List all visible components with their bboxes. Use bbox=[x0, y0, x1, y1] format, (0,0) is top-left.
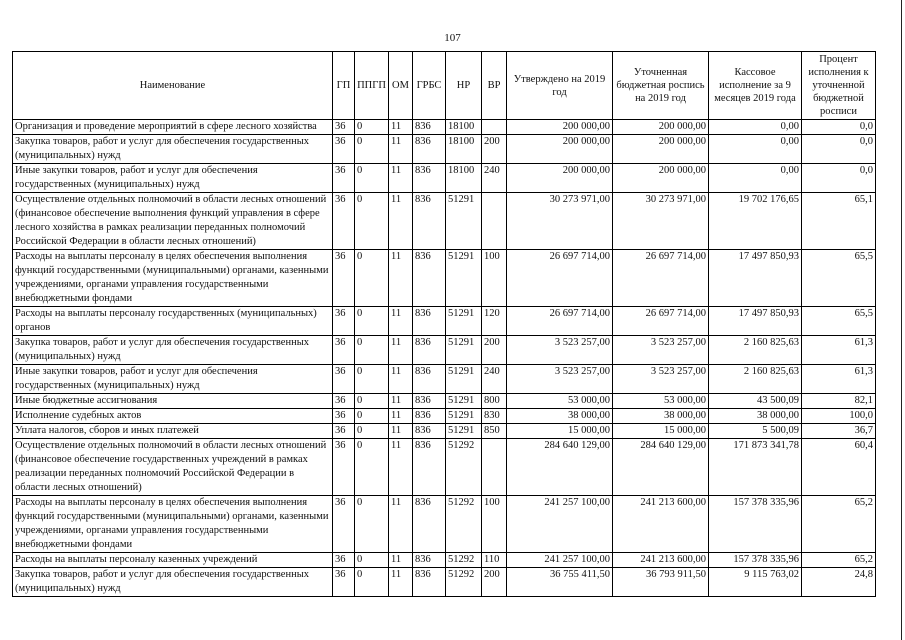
cell-om: 11 bbox=[389, 336, 413, 365]
cell-percent: 24,8 bbox=[802, 568, 876, 597]
cell-approved: 3 523 257,00 bbox=[507, 336, 613, 365]
table-row bbox=[13, 439, 876, 496]
header-refined: Уточненная бюджетная роспись на 2019 год bbox=[613, 52, 709, 120]
table-body bbox=[13, 120, 876, 597]
cell-refined: 200 000,00 bbox=[613, 135, 709, 164]
cell-percent: 0,0 bbox=[802, 120, 876, 135]
cell-refined: 200 000,00 bbox=[613, 164, 709, 193]
table-row bbox=[13, 120, 876, 135]
cell-vr: 200 bbox=[482, 336, 507, 365]
cell-gp: 36 bbox=[333, 439, 355, 496]
table-row bbox=[13, 568, 876, 597]
cell-gp: 36 bbox=[333, 424, 355, 439]
cell-gp: 36 bbox=[333, 120, 355, 135]
cell-name: Расходы на выплаты персоналу в целях обеспечения выполнения функций государственными (муниципальными) органами, казенными учреждениями, органами управления государственными внебюджетными фондами bbox=[13, 250, 333, 307]
cell-refined: 26 697 714,00 bbox=[613, 250, 709, 307]
cell-ppgp: 0 bbox=[355, 365, 389, 394]
cell-om: 11 bbox=[389, 193, 413, 250]
cell-ppgp: 0 bbox=[355, 120, 389, 135]
cell-vr: 850 bbox=[482, 424, 507, 439]
cell-name: Иные закупки товаров, работ и услуг для обеспечения государственных (муниципальных) нужд bbox=[13, 365, 333, 394]
scan-edge-line bbox=[901, 0, 902, 640]
cell-grbs: 836 bbox=[413, 250, 446, 307]
cell-vr: 830 bbox=[482, 409, 507, 424]
cell-vr: 100 bbox=[482, 496, 507, 553]
header-name: Наименование bbox=[13, 52, 333, 120]
cell-percent: 60,4 bbox=[802, 439, 876, 496]
cell-grbs: 836 bbox=[413, 394, 446, 409]
cell-approved: 3 523 257,00 bbox=[507, 365, 613, 394]
cell-approved: 15 000,00 bbox=[507, 424, 613, 439]
cell-approved: 200 000,00 bbox=[507, 120, 613, 135]
cell-om: 11 bbox=[389, 409, 413, 424]
cell-approved: 241 257 100,00 bbox=[507, 496, 613, 553]
cell-ppgp: 0 bbox=[355, 250, 389, 307]
cell-gp: 36 bbox=[333, 365, 355, 394]
cell-cash: 157 378 335,96 bbox=[709, 553, 802, 568]
cell-refined: 284 640 129,00 bbox=[613, 439, 709, 496]
cell-approved: 284 640 129,00 bbox=[507, 439, 613, 496]
cell-percent: 65,5 bbox=[802, 250, 876, 307]
cell-ppgp: 0 bbox=[355, 164, 389, 193]
cell-ppgp: 0 bbox=[355, 496, 389, 553]
cell-approved: 26 697 714,00 bbox=[507, 250, 613, 307]
cell-ppgp: 0 bbox=[355, 439, 389, 496]
cell-cash: 0,00 bbox=[709, 120, 802, 135]
cell-cash: 9 115 763,02 bbox=[709, 568, 802, 597]
cell-gp: 36 bbox=[333, 164, 355, 193]
cell-ppgp: 0 bbox=[355, 394, 389, 409]
cell-name: Иные закупки товаров, работ и услуг для обеспечения государственных (муниципальных) нужд bbox=[13, 164, 333, 193]
cell-refined: 3 523 257,00 bbox=[613, 365, 709, 394]
cell-om: 11 bbox=[389, 164, 413, 193]
cell-ppgp: 0 bbox=[355, 409, 389, 424]
table-row bbox=[13, 307, 876, 336]
cell-grbs: 836 bbox=[413, 568, 446, 597]
cell-refined: 53 000,00 bbox=[613, 394, 709, 409]
cell-gp: 36 bbox=[333, 250, 355, 307]
cell-nr: 51291 bbox=[446, 193, 482, 250]
cell-nr: 18100 bbox=[446, 120, 482, 135]
cell-cash: 0,00 bbox=[709, 135, 802, 164]
cell-nr: 51291 bbox=[446, 409, 482, 424]
cell-grbs: 836 bbox=[413, 164, 446, 193]
table-row bbox=[13, 164, 876, 193]
cell-percent: 65,2 bbox=[802, 496, 876, 553]
cell-grbs: 836 bbox=[413, 409, 446, 424]
cell-om: 11 bbox=[389, 120, 413, 135]
cell-nr: 51291 bbox=[446, 250, 482, 307]
table-row bbox=[13, 553, 876, 568]
cell-cash: 2 160 825,63 bbox=[709, 365, 802, 394]
cell-refined: 15 000,00 bbox=[613, 424, 709, 439]
cell-cash: 157 378 335,96 bbox=[709, 496, 802, 553]
cell-grbs: 836 bbox=[413, 424, 446, 439]
cell-grbs: 836 bbox=[413, 365, 446, 394]
cell-name: Уплата налогов, сборов и иных платежей bbox=[13, 424, 333, 439]
cell-approved: 38 000,00 bbox=[507, 409, 613, 424]
table-row bbox=[13, 250, 876, 307]
cell-grbs: 836 bbox=[413, 439, 446, 496]
cell-om: 11 bbox=[389, 365, 413, 394]
cell-percent: 61,3 bbox=[802, 336, 876, 365]
cell-vr bbox=[482, 193, 507, 250]
cell-approved: 200 000,00 bbox=[507, 135, 613, 164]
cell-vr: 200 bbox=[482, 135, 507, 164]
header-vr: ВР bbox=[482, 52, 507, 120]
cell-gp: 36 bbox=[333, 394, 355, 409]
cell-grbs: 836 bbox=[413, 135, 446, 164]
cell-om: 11 bbox=[389, 135, 413, 164]
cell-nr: 18100 bbox=[446, 164, 482, 193]
header-ppgp: ППГП bbox=[355, 52, 389, 120]
table-row bbox=[13, 424, 876, 439]
cell-percent: 65,2 bbox=[802, 553, 876, 568]
cell-ppgp: 0 bbox=[355, 568, 389, 597]
cell-approved: 53 000,00 bbox=[507, 394, 613, 409]
cell-percent: 65,5 bbox=[802, 307, 876, 336]
cell-refined: 241 213 600,00 bbox=[613, 553, 709, 568]
table-row bbox=[13, 496, 876, 553]
cell-cash: 19 702 176,65 bbox=[709, 193, 802, 250]
cell-vr: 200 bbox=[482, 568, 507, 597]
cell-vr: 100 bbox=[482, 250, 507, 307]
cell-cash: 17 497 850,93 bbox=[709, 307, 802, 336]
header-om: ОМ bbox=[389, 52, 413, 120]
table-header-row bbox=[13, 52, 876, 120]
cell-ppgp: 0 bbox=[355, 307, 389, 336]
cell-name: Расходы на выплаты персоналу государственных (муниципальных) органов bbox=[13, 307, 333, 336]
cell-vr bbox=[482, 439, 507, 496]
cell-name: Расходы на выплаты персоналу казенных учреждений bbox=[13, 553, 333, 568]
cell-vr: 800 bbox=[482, 394, 507, 409]
cell-percent: 65,1 bbox=[802, 193, 876, 250]
cell-percent: 82,1 bbox=[802, 394, 876, 409]
cell-approved: 30 273 971,00 bbox=[507, 193, 613, 250]
cell-refined: 38 000,00 bbox=[613, 409, 709, 424]
cell-cash: 0,00 bbox=[709, 164, 802, 193]
cell-om: 11 bbox=[389, 307, 413, 336]
cell-approved: 36 755 411,50 bbox=[507, 568, 613, 597]
cell-name: Исполнение судебных актов bbox=[13, 409, 333, 424]
cell-ppgp: 0 bbox=[355, 135, 389, 164]
cell-gp: 36 bbox=[333, 568, 355, 597]
cell-ppgp: 0 bbox=[355, 424, 389, 439]
cell-nr: 51291 bbox=[446, 394, 482, 409]
cell-name: Расходы на выплаты персоналу в целях обеспечения выполнения функций государственными (муниципальными) органами, казенными учреждениями, органами управления государственными внебюджетными фондами bbox=[13, 496, 333, 553]
cell-nr: 51291 bbox=[446, 424, 482, 439]
cell-vr: 110 bbox=[482, 553, 507, 568]
cell-ppgp: 0 bbox=[355, 193, 389, 250]
cell-grbs: 836 bbox=[413, 336, 446, 365]
cell-approved: 200 000,00 bbox=[507, 164, 613, 193]
cell-ppgp: 0 bbox=[355, 553, 389, 568]
cell-grbs: 836 bbox=[413, 120, 446, 135]
cell-name: Осуществление отдельных полномочий в области лесных отношений (финансовое обеспечение выполнения функций управления в сфере лесного хозяйства в рамках реализации переданных полномочий Российской Федерации в области лесных отношений) bbox=[13, 193, 333, 250]
header-percent: Процент исполнения к уточненной бюджетной росписи bbox=[802, 52, 876, 120]
cell-approved: 241 257 100,00 bbox=[507, 553, 613, 568]
table-row bbox=[13, 394, 876, 409]
cell-om: 11 bbox=[389, 439, 413, 496]
cell-grbs: 836 bbox=[413, 307, 446, 336]
header-approved: Утверждено на 2019 год bbox=[507, 52, 613, 120]
cell-name: Иные бюджетные ассигнования bbox=[13, 394, 333, 409]
cell-nr: 51292 bbox=[446, 553, 482, 568]
cell-name: Закупка товаров, работ и услуг для обеспечения государственных (муниципальных) нужд bbox=[13, 135, 333, 164]
cell-nr: 51291 bbox=[446, 307, 482, 336]
table-row bbox=[13, 193, 876, 250]
cell-name: Закупка товаров, работ и услуг для обеспечения государственных (муниципальных) нужд bbox=[13, 568, 333, 597]
cell-refined: 30 273 971,00 bbox=[613, 193, 709, 250]
cell-gp: 36 bbox=[333, 307, 355, 336]
cell-percent: 0,0 bbox=[802, 164, 876, 193]
cell-gp: 36 bbox=[333, 193, 355, 250]
cell-vr: 240 bbox=[482, 365, 507, 394]
cell-nr: 51292 bbox=[446, 496, 482, 553]
page-number: 107 bbox=[444, 32, 461, 44]
cell-refined: 36 793 911,50 bbox=[613, 568, 709, 597]
cell-percent: 0,0 bbox=[802, 135, 876, 164]
cell-cash: 2 160 825,63 bbox=[709, 336, 802, 365]
cell-approved: 26 697 714,00 bbox=[507, 307, 613, 336]
budget-table bbox=[12, 51, 876, 597]
cell-name: Закупка товаров, работ и услуг для обеспечения государственных (муниципальных) нужд bbox=[13, 336, 333, 365]
cell-refined: 200 000,00 bbox=[613, 120, 709, 135]
cell-cash: 5 500,09 bbox=[709, 424, 802, 439]
header-nr: НР bbox=[446, 52, 482, 120]
cell-percent: 61,3 bbox=[802, 365, 876, 394]
cell-cash: 43 500,09 bbox=[709, 394, 802, 409]
cell-gp: 36 bbox=[333, 135, 355, 164]
cell-grbs: 836 bbox=[413, 496, 446, 553]
table-row bbox=[13, 336, 876, 365]
cell-gp: 36 bbox=[333, 496, 355, 553]
cell-grbs: 836 bbox=[413, 193, 446, 250]
cell-cash: 171 873 341,78 bbox=[709, 439, 802, 496]
cell-refined: 26 697 714,00 bbox=[613, 307, 709, 336]
header-gp: ГП bbox=[333, 52, 355, 120]
cell-vr: 240 bbox=[482, 164, 507, 193]
cell-percent: 100,0 bbox=[802, 409, 876, 424]
cell-om: 11 bbox=[389, 424, 413, 439]
cell-om: 11 bbox=[389, 394, 413, 409]
header-grbs: ГРБС bbox=[413, 52, 446, 120]
cell-cash: 17 497 850,93 bbox=[709, 250, 802, 307]
table-row bbox=[13, 409, 876, 424]
cell-vr: 120 bbox=[482, 307, 507, 336]
cell-nr: 51292 bbox=[446, 568, 482, 597]
cell-gp: 36 bbox=[333, 553, 355, 568]
cell-vr bbox=[482, 120, 507, 135]
table-row bbox=[13, 135, 876, 164]
cell-om: 11 bbox=[389, 250, 413, 307]
header-cash: Кассовое исполнение за 9 месяцев 2019 года bbox=[709, 52, 802, 120]
cell-om: 11 bbox=[389, 553, 413, 568]
cell-name: Осуществление отдельных полномочий в области лесных отношений (финансовое обеспечение государственных учреждений в рамках реализации переданных полномочий Российской Федерации в области лесных отношений) bbox=[13, 439, 333, 496]
cell-om: 11 bbox=[389, 496, 413, 553]
cell-nr: 51292 bbox=[446, 439, 482, 496]
cell-ppgp: 0 bbox=[355, 336, 389, 365]
cell-percent: 36,7 bbox=[802, 424, 876, 439]
cell-refined: 3 523 257,00 bbox=[613, 336, 709, 365]
cell-nr: 51291 bbox=[446, 336, 482, 365]
cell-gp: 36 bbox=[333, 409, 355, 424]
cell-name: Организация и проведение мероприятий в сфере лесного хозяйства bbox=[13, 120, 333, 135]
cell-nr: 51291 bbox=[446, 365, 482, 394]
cell-cash: 38 000,00 bbox=[709, 409, 802, 424]
cell-refined: 241 213 600,00 bbox=[613, 496, 709, 553]
cell-grbs: 836 bbox=[413, 553, 446, 568]
cell-om: 11 bbox=[389, 568, 413, 597]
cell-nr: 18100 bbox=[446, 135, 482, 164]
table-row bbox=[13, 365, 876, 394]
cell-gp: 36 bbox=[333, 336, 355, 365]
